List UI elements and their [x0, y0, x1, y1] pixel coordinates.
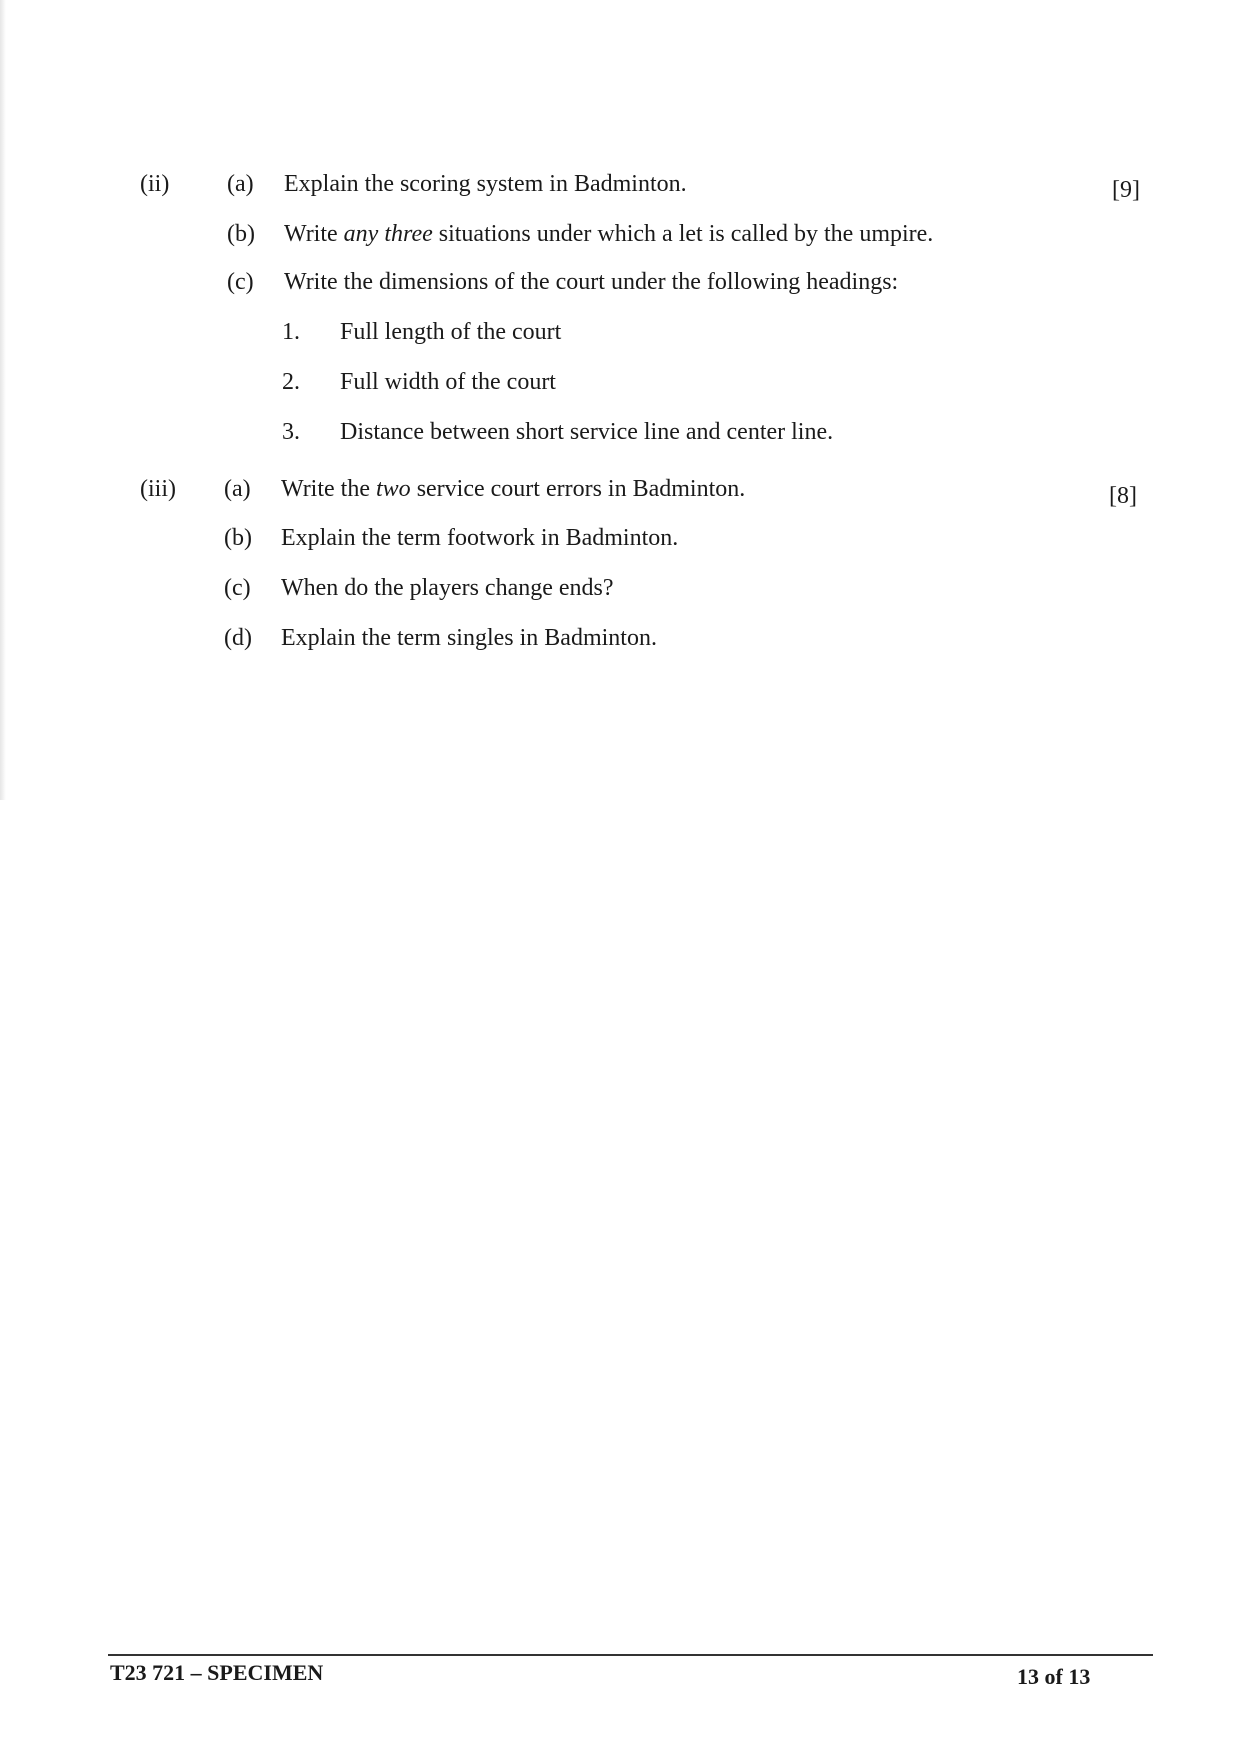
question-text: Explain the term footwork in Badminton. [281, 525, 679, 551]
emphasized-text: two [376, 476, 411, 502]
text-fragment: Write [284, 221, 344, 247]
question-number-iii: (iii) [140, 476, 176, 502]
scan-edge-shadow [0, 0, 6, 800]
sub-question-label-a: (a) [224, 476, 251, 502]
sub-question-label-d: (d) [224, 625, 252, 651]
sub-question-label-c: (c) [227, 269, 254, 295]
page-number: 13 of 13 [1017, 1664, 1091, 1689]
list-item-number: 3. [282, 419, 300, 445]
emphasized-text: any three [343, 221, 433, 247]
question-text: Write the dimensions of the court under the following headings: [284, 269, 899, 295]
question-text: Explain the term singles in Badminton. [281, 625, 657, 651]
marks-label: [8] [1109, 483, 1137, 509]
sub-question-label-b: (b) [227, 221, 255, 247]
list-item-number: 2. [282, 369, 300, 395]
sub-question-label-c: (c) [224, 575, 251, 601]
list-item-text: Full length of the court [340, 319, 562, 345]
list-item-text: Distance between short service line and center line. [340, 419, 834, 445]
sub-question-label-a: (a) [227, 171, 254, 197]
list-item-number: 1. [282, 319, 300, 345]
text-fragment: situations under which a let is called by the umpire. [432, 221, 934, 247]
marks-label: [9] [1112, 177, 1140, 203]
footer-divider [108, 1654, 1153, 1656]
text-fragment: service court errors in Badminton. [410, 476, 746, 502]
sub-question-label-b: (b) [224, 525, 252, 551]
list-item-text: Full width of the court [340, 369, 556, 395]
paper-code: T23 721 – SPECIMEN [110, 1660, 324, 1685]
question-text [284, 220, 933, 248]
question-text: Explain the scoring system in Badminton. [284, 171, 687, 197]
question-number-ii: (ii) [140, 171, 170, 197]
question-text [281, 475, 745, 503]
question-text: When do the players change ends? [281, 575, 614, 601]
text-fragment: Write the [281, 476, 376, 502]
